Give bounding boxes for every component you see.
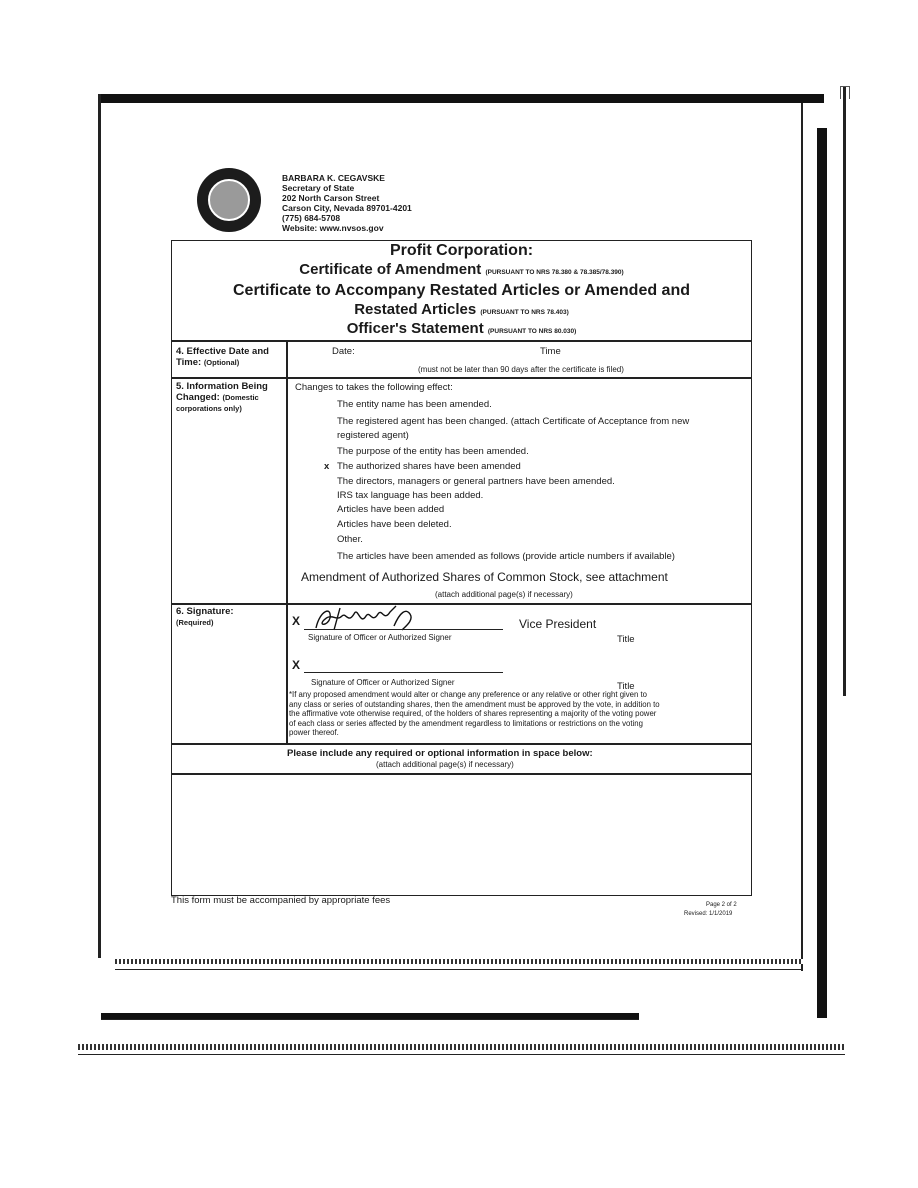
option-other: Other. <box>337 534 363 545</box>
scan-hatch-line-1 <box>115 959 803 964</box>
option-amended-as-follows: The articles have been amended as follows (provide article numbers if available) <box>337 551 675 562</box>
effective-date-note: (must not be later than 90 days after the certificate is filed) <box>418 365 624 374</box>
scan-border-top <box>98 94 824 103</box>
signature-label-2: Signature of Officer or Authorized Signer <box>311 678 455 687</box>
option-irs-language: IRS tax language has been added. <box>337 490 484 501</box>
row-divider-8 <box>171 773 752 775</box>
option-purpose: The purpose of the entity has been amended. <box>337 446 529 457</box>
title-profit-corporation: Profit Corporation: <box>389 242 534 259</box>
title-certificate-of-amendment: Certificate of Amendment (PURSUANT TO NRS 78.380 & 78.385/78.390) <box>299 261 624 278</box>
option-directors: The directors, managers or general partners have been amended. <box>337 476 615 487</box>
title-label-2: Title <box>617 681 635 692</box>
title-restated-articles-2: Restated Articles (PURSUANT TO NRS 78.403) <box>354 301 569 318</box>
effective-date-label: Date: <box>332 346 355 357</box>
row-divider-6 <box>171 603 752 605</box>
scan-edge-right-thick <box>817 128 827 1018</box>
footnote-line: of each class or series affected by the amendment regardless to limitations or restrictions on the voting <box>289 718 643 728</box>
nevada-seal-icon <box>197 168 261 232</box>
row-divider-5 <box>171 377 752 379</box>
option-articles-added: Articles have been added <box>337 504 445 515</box>
scan-rule-1 <box>115 969 803 970</box>
agency-header <box>282 173 412 233</box>
scan-border-right <box>801 103 803 971</box>
title-officers-statement: Officer's Statement (PURSUANT TO NRS 80.030) <box>346 320 577 337</box>
option-registered-agent-cont: registered agent) <box>337 430 409 441</box>
address-street: 202 North Carson Street <box>282 193 380 203</box>
revision-date: Revised: 1/1/2019 <box>684 911 733 917</box>
signer-title: Vice President <box>519 617 597 631</box>
signature-x-mark-1: X <box>292 614 301 628</box>
address-city: Carson City, Nevada 89701-4201 <box>282 203 412 213</box>
changes-intro: Changes to takes the following effect: <box>295 382 453 393</box>
footnote-line: the affirmative vote otherwise required, of the holders of shares representing a majority of the voting power <box>289 709 657 718</box>
official-name: BARBARA K. CEGAVSKE <box>282 173 385 183</box>
phone: (775) 684-5708 <box>282 213 341 223</box>
footnote-line: power thereof. <box>289 728 339 737</box>
amendment-description: Amendment of Authorized Shares of Common Stock, see attachment <box>301 570 668 584</box>
column-divider <box>286 340 288 743</box>
option-authorized-shares: The authorized shares have been amended <box>337 461 521 472</box>
option-mark-authorized-shares: x <box>324 461 330 472</box>
scan-rule-2 <box>101 1019 639 1020</box>
scan-border-left <box>98 94 101 958</box>
attach-note: (attach additional page(s) if necessary) <box>435 590 573 599</box>
page-number: Page 2 of 2 <box>706 902 737 908</box>
scan-edge-far-right-outline <box>840 86 850 99</box>
signature-line-2 <box>304 672 503 673</box>
website: Website: www.nvsos.gov <box>282 223 384 233</box>
option-articles-deleted: Articles have been deleted. <box>337 519 452 530</box>
scan-edge-far-right <box>843 86 846 696</box>
row-divider-4 <box>171 340 752 342</box>
option-entity-name: The entity name has been amended. <box>337 399 492 410</box>
section5-label: 5. Information Being Changed: (Domestic corporations only) <box>176 381 268 413</box>
signature-label-1: Signature of Officer or Authorized Signer <box>308 633 452 642</box>
amendment-footnote <box>289 690 660 738</box>
footnote-line: any class or series of outstanding shares, then the amendment must be approved by the vote, in addition to <box>289 699 660 709</box>
section4-label: 4. Effective Date and Time: (Optional) <box>176 346 269 368</box>
form-box <box>171 240 752 896</box>
signature-handwritten <box>310 600 422 636</box>
title-restated-articles-1: Certificate to Accompany Restated Articles or Amended and <box>233 282 690 299</box>
signature-line-1 <box>304 629 503 630</box>
fees-note: This form must be accompanied by appropriate fees <box>171 895 391 906</box>
extra-info-note: (attach additional page(s) if necessary) <box>376 760 514 769</box>
row-divider-7 <box>171 743 752 745</box>
official-role: Secretary of State <box>282 183 355 193</box>
title-label-1: Title <box>617 634 635 645</box>
section6-label: 6. Signature: (Required) <box>176 606 234 627</box>
scan-rule-3 <box>78 1054 845 1055</box>
footnote-line: *If any proposed amendment would alter or change any preference or any relative or other right given to <box>289 690 647 699</box>
effective-time-label: Time <box>540 346 561 357</box>
scan-hatch-line-2 <box>78 1044 845 1050</box>
option-registered-agent: The registered agent has been changed. (attach Certificate of Acceptance from new <box>337 416 690 427</box>
extra-info-heading: Please include any required or optional information in space below: <box>287 748 593 759</box>
signature-x-mark-2: X <box>292 658 301 672</box>
